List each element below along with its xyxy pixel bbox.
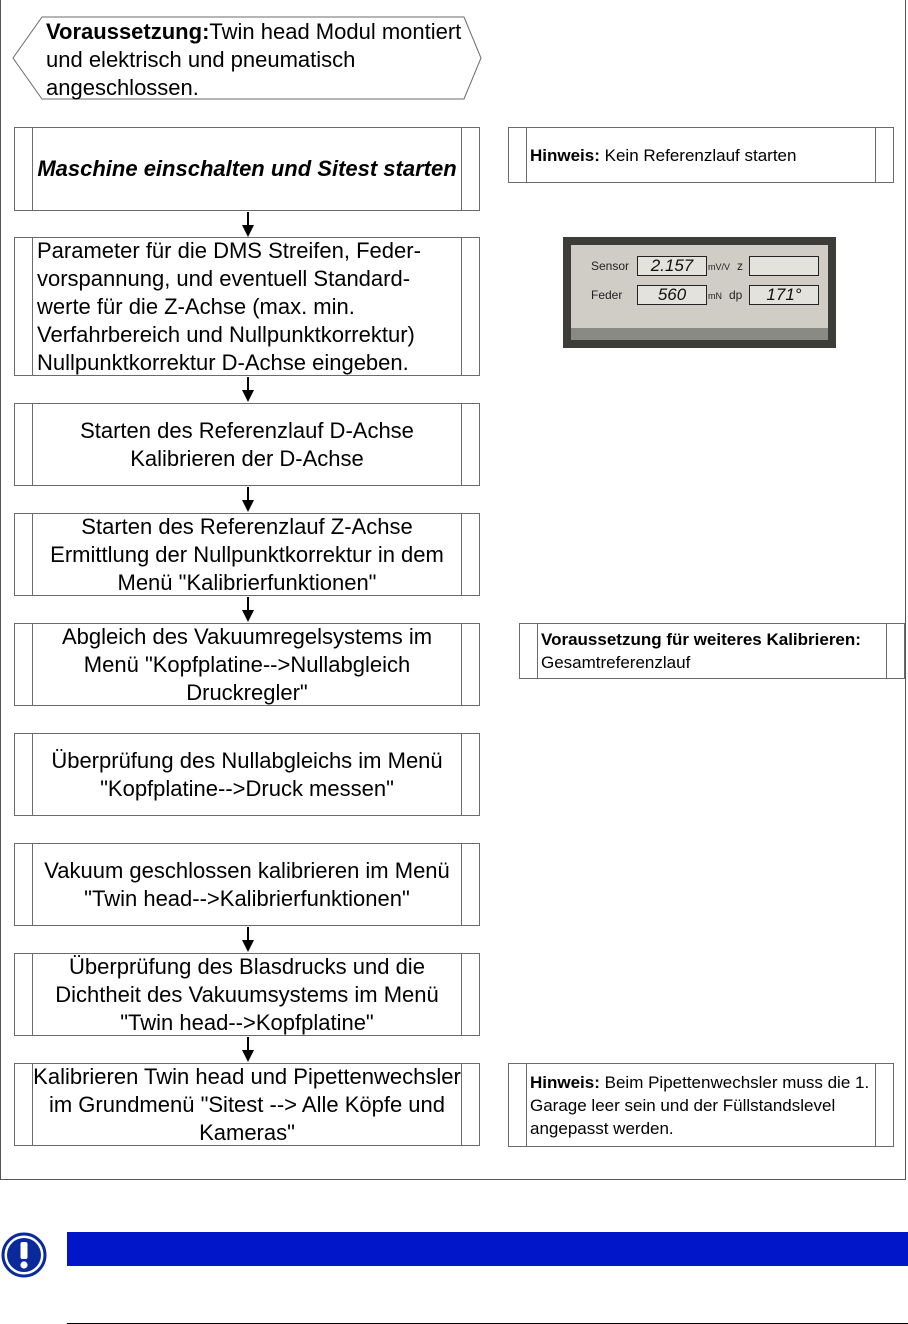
arrow-2 — [241, 377, 255, 402]
dp-label: dp — [729, 288, 743, 302]
step-5-box — [14, 623, 480, 706]
start-condition-text — [46, 18, 466, 102]
caution-header-bar — [67, 1232, 908, 1266]
photo-bottom-strip — [571, 328, 828, 340]
sensor-value-field: 2.157 — [637, 256, 707, 276]
step-2-box — [14, 237, 480, 376]
feder-unit: mN — [708, 291, 722, 301]
feder-label: Feder — [591, 288, 623, 302]
note-1-text — [530, 128, 873, 182]
note-2-box — [519, 623, 905, 679]
note-3-rest: Beim Pipettenwechsler muss die 1. Garage leer sein und der Füllstandslevel angepasst werden. — [530, 1072, 870, 1138]
note-2-text — [541, 624, 884, 678]
step-1-text: Maschine einschalten und Sitest starten — [37, 156, 457, 181]
dp-value-field: 171° — [749, 285, 819, 305]
z-label: z — [737, 259, 743, 273]
note-2-bold: Voraussetzung für weiteres Kalibrieren: — [541, 630, 861, 649]
step-3-text: Starten des Referenzlauf D-Achse Kalibrieren der D-Achse — [80, 417, 414, 471]
step-8-box — [14, 953, 480, 1036]
note-2-rest: Gesamtreferenzlauf — [541, 653, 691, 672]
step-2-text: Parameter für die DMS Streifen, Feder-vorspannung, und eventuell Standard-werte für die Z-Achse (max. min. Verfahrbereich und Nullpunktkorrektur) Nullpunktkorrektur D-Achse eingeben. — [37, 237, 421, 375]
step-4-text: Starten des Referenzlauf Z-Achse Ermittlung der Nullpunktkorrektur in dem Menü "Kalibrierfunktionen" — [50, 513, 444, 595]
sensor-label: Sensor — [591, 259, 630, 273]
arrow-7 — [241, 927, 255, 952]
step-6-text: Überprüfung des Nullabgleichs im Menü "Kopfplatine-->Druck messen" — [51, 747, 443, 801]
start-condition-rest: Twin head Modul montiert und elektrisch und pneumatisch angeschlossen. — [46, 19, 462, 100]
sensor-unit: mV/V — [708, 262, 731, 272]
note-3-text — [530, 1064, 873, 1146]
step-9-text: Kalibrieren Twin head und Pipettenwechsler im Grundmenü "Sitest --> Alle Köpfe und Kameras" — [33, 1063, 461, 1145]
note-1-rest: Kein Referenzlauf starten — [599, 145, 797, 165]
step-6-box — [14, 733, 480, 816]
note-3-bold: Hinweis: — [530, 1072, 600, 1092]
note-1-box — [508, 127, 894, 183]
step-7-box — [14, 843, 480, 926]
start-condition-bold: Voraussetzung: — [46, 19, 210, 44]
label-plate — [571, 245, 828, 328]
step-3-box — [14, 403, 480, 486]
diagram-frame-left-edge — [0, 0, 1, 1180]
note-1-bold: Hinweis: — [530, 145, 600, 165]
step-4-box — [14, 513, 480, 596]
parameter-label-photo — [563, 237, 836, 348]
arrow-3 — [241, 487, 255, 512]
arrow-1 — [241, 212, 255, 237]
step-1-box — [14, 127, 480, 211]
arrow-4 — [241, 597, 255, 622]
z-value-field — [749, 256, 819, 276]
exclamation-circle-icon — [1, 1232, 47, 1278]
feder-value-field: 560 — [637, 285, 707, 305]
step-5-text: Abgleich des Vakuumregelsystems im Menü "Kopfplatine-->Nullabgleich Druckregler" — [61, 623, 433, 705]
step-7-text: Vakuum geschlossen kalibrieren im Menü "Twin head-->Kalibrierfunktionen" — [44, 857, 450, 911]
step-9-box — [14, 1063, 480, 1146]
arrow-8 — [241, 1037, 255, 1062]
note-3-box — [508, 1063, 894, 1147]
step-8-text: Überprüfung des Blasdrucks und die Dichtheit des Vakuumsystems im Menü "Twin head-->Kopfplatine" — [55, 953, 439, 1035]
start-condition-shape — [12, 16, 482, 100]
